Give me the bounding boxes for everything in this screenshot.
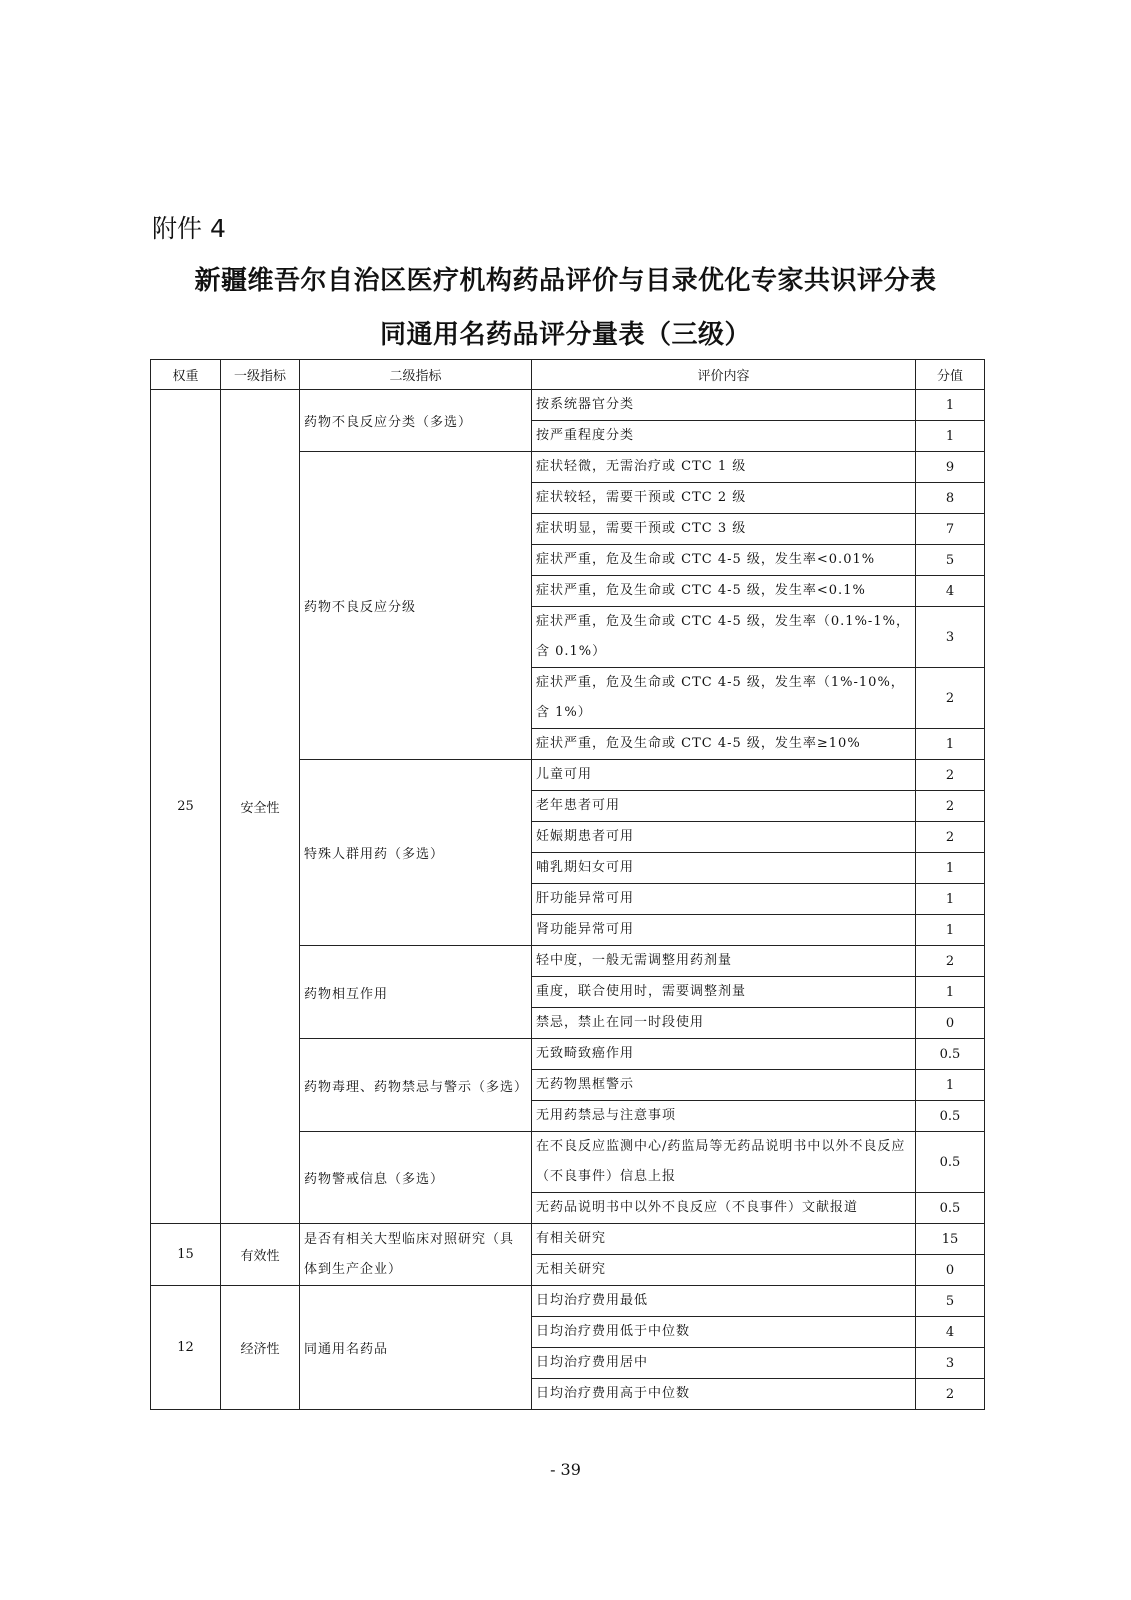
score-cell: 1 [916,390,985,421]
page-number: - 39 [550,1460,581,1479]
content-cell: 在不良反应监测中心/药监局等无药品说明书中以外不良反应（不良事件）信息上报 [532,1132,916,1193]
content-cell: 轻中度，一般无需调整用药剂量 [532,946,916,977]
content-cell: 按严重程度分类 [532,421,916,452]
score-cell: 3 [916,1348,985,1379]
header-level2: 二级指标 [300,360,532,390]
table-row [151,1286,985,1317]
header-content: 评价内容 [532,360,916,390]
score-cell: 5 [916,1286,985,1317]
content-cell: 无药物黑框警示 [532,1070,916,1101]
score-cell: 1 [916,729,985,760]
content-cell: 禁忌，禁止在同一时段使用 [532,1008,916,1039]
level2-cell: 是否有相关大型临床对照研究（具体到生产企业） [300,1224,532,1286]
score-cell: 9 [916,452,985,483]
content-cell: 日均治疗费用居中 [532,1348,916,1379]
content-cell: 肝功能异常可用 [532,884,916,915]
table-row [151,390,985,421]
header-weight: 权重 [151,360,221,390]
score-cell: 5 [916,545,985,576]
score-cell: 3 [916,607,985,668]
content-cell: 按系统器官分类 [532,390,916,421]
level2-cell: 同通用名药品 [300,1286,532,1410]
score-cell: 0 [916,1008,985,1039]
score-cell: 4 [916,576,985,607]
level2-cell: 药物毒理、药物禁忌与警示（多选） [300,1039,532,1132]
weight-cell: 12 [151,1286,221,1410]
level2-cell: 药物相互作用 [300,946,532,1039]
content-cell: 无用药禁忌与注意事项 [532,1101,916,1132]
content-cell: 症状严重，危及生命或 CTC 4-5 级，发生率<0.1% [532,576,916,607]
content-cell: 妊娠期患者可用 [532,822,916,853]
score-cell: 1 [916,884,985,915]
level2-cell: 特殊人群用药（多选） [300,760,532,946]
content-cell: 症状轻微，无需治疗或 CTC 1 级 [532,452,916,483]
level1-cell: 经济性 [221,1286,300,1410]
content-cell: 无相关研究 [532,1255,916,1286]
score-cell: 0.5 [916,1101,985,1132]
content-cell: 症状严重，危及生命或 CTC 4-5 级，发生率≥10% [532,729,916,760]
score-cell: 2 [916,822,985,853]
content-cell: 症状严重，危及生命或 CTC 4-5 级，发生率<0.01% [532,545,916,576]
score-cell: 8 [916,483,985,514]
document-subtitle: 同通用名药品评分量表（三级） [379,320,751,350]
score-cell: 2 [916,760,985,791]
content-cell: 哺乳期妇女可用 [532,853,916,884]
score-cell: 1 [916,853,985,884]
score-cell: 7 [916,514,985,545]
score-cell: 15 [916,1224,985,1255]
document-title: 新疆维吾尔自治区医疗机构药品评价与目录优化专家共识评分表 [194,266,937,296]
content-cell: 日均治疗费用最低 [532,1286,916,1317]
level1-cell: 安全性 [221,390,300,1224]
content-cell: 肾功能异常可用 [532,915,916,946]
content-cell: 老年患者可用 [532,791,916,822]
content-cell: 日均治疗费用低于中位数 [532,1317,916,1348]
score-cell: 0 [916,1255,985,1286]
score-cell: 2 [916,791,985,822]
header-level1: 一级指标 [221,360,300,390]
content-cell: 日均治疗费用高于中位数 [532,1379,916,1410]
score-cell: 2 [916,1379,985,1410]
weight-cell: 15 [151,1224,221,1286]
table-header-row [151,360,985,390]
level1-cell: 有效性 [221,1224,300,1286]
content-cell: 有相关研究 [532,1224,916,1255]
attachment-label: 附件 4 [152,214,226,243]
content-cell: 症状明显，需要干预或 CTC 3 级 [532,514,916,545]
score-cell: 2 [916,946,985,977]
score-cell: 0.5 [916,1039,985,1070]
score-cell: 1 [916,421,985,452]
score-cell: 1 [916,915,985,946]
score-cell: 2 [916,668,985,729]
header-score: 分值 [916,360,985,390]
level2-cell: 药物不良反应分类（多选） [300,390,532,452]
content-cell: 无致畸致癌作用 [532,1039,916,1070]
score-cell: 4 [916,1317,985,1348]
score-cell: 0.5 [916,1132,985,1193]
content-cell: 症状严重，危及生命或 CTC 4-5 级，发生率（0.1%-1%，含 0.1%） [532,607,916,668]
content-cell: 儿童可用 [532,760,916,791]
weight-cell: 25 [151,390,221,1224]
score-cell: 0.5 [916,1193,985,1224]
content-cell: 症状较轻，需要干预或 CTC 2 级 [532,483,916,514]
scoring-table [150,359,985,1410]
score-cell: 1 [916,1070,985,1101]
content-cell: 重度，联合使用时，需要调整剂量 [532,977,916,1008]
score-cell: 1 [916,977,985,1008]
table-row [151,1224,985,1255]
content-cell: 症状严重，危及生命或 CTC 4-5 级，发生率（1%-10%，含 1%） [532,668,916,729]
level2-cell: 药物不良反应分级 [300,452,532,760]
level2-cell: 药物警戒信息（多选） [300,1132,532,1224]
content-cell: 无药品说明书中以外不良反应（不良事件）文献报道 [532,1193,916,1224]
